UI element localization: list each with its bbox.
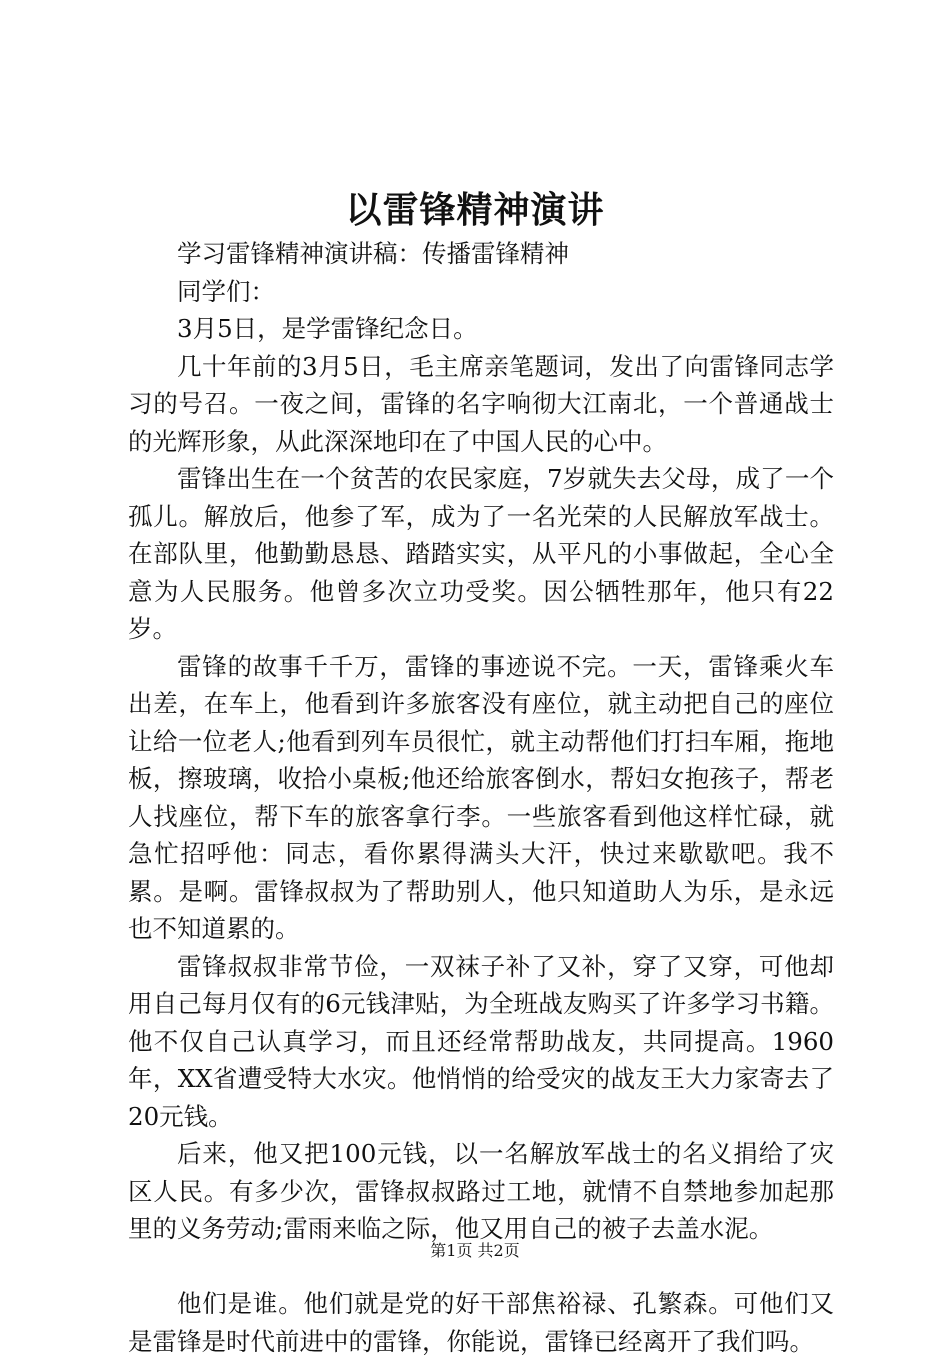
document-body (128, 235, 834, 1360)
paragraph: 后来，他又把100元钱，以一名解放军战士的名义捐给了灾区人民。有多少次，雷锋叔叔路过工地，就情不自禁地参加起那里的义务劳动;雷雨来临之际，他又用自己的被子去盖水泥。 (128, 1139, 834, 1243)
paragraph: 雷锋的故事千千万，雷锋的事迹说不完。一天，雷锋乘火车出差，在车上，他看到许多旅客没有座位，就主动把自己的座位让给一位老人;他看到列车员很忙，就主动帮他们打扫车厢，拖地板，擦玻璃，收拾小桌板;他还给旅客倒水，帮妇女抱孩子，帮老人找座位，帮下车的旅客拿行李。一些旅客看到他这样忙碌，就急忙招呼他：同志，看你累得满头大汗，快过来歇歇吧。我不累。是啊。雷锋叔叔为了帮助别人，他只知道助人为乐，是永远也不知道累的。 (128, 651, 834, 943)
paragraph: 雷锋出生在一个贫苦的农民家庭，7岁就失去父母，成了一个孤儿。解放后，他参了军，成为了一名光荣的人民解放军战士。在部队里，他勤勤恳恳、踏踏实实，从平凡的小事做起，全心全意为人民服务。他曾多次立功受奖。因公牺牲那年，他只有22岁。 (128, 464, 834, 643)
paragraph: 3月5日，是学雷锋纪念日。 (177, 314, 478, 343)
page-number: 第1页 共2页 (430, 1241, 520, 1260)
paragraph-subtitle: 学习雷锋精神演讲稿：传播雷锋精神 (177, 239, 569, 268)
paragraph: 雷锋叔叔非常节俭，一双袜子补了又补，穿了又穿，可他却用自己每月仅有的6元钱津贴，为全班战友购买了许多学习书籍。他不仅自己认真学习，而且还经常帮助战友，共同提高。1960年，XX省遭受特大水灾。他悄悄的给受灾的战友王大力家寄去了20元钱。 (128, 951, 834, 1131)
document-title: 以雷锋精神演讲 (345, 189, 605, 231)
paragraph: 几十年前的3月5日，毛主席亲笔题词，发出了向雷锋同志学习的号召。一夜之间，雷锋的名字响彻大江南北，一个普通战士的光辉形象，从此深深地印在了中国人民的心中。 (128, 351, 834, 456)
paragraph-greeting: 同学们： (177, 276, 275, 306)
paragraph: 他们是谁。他们就是党的好干部焦裕禄、孔繁森。可他们又是雷锋是时代前进中的雷锋，你能说，雷锋已经离开了我们吗。 (128, 1289, 834, 1356)
